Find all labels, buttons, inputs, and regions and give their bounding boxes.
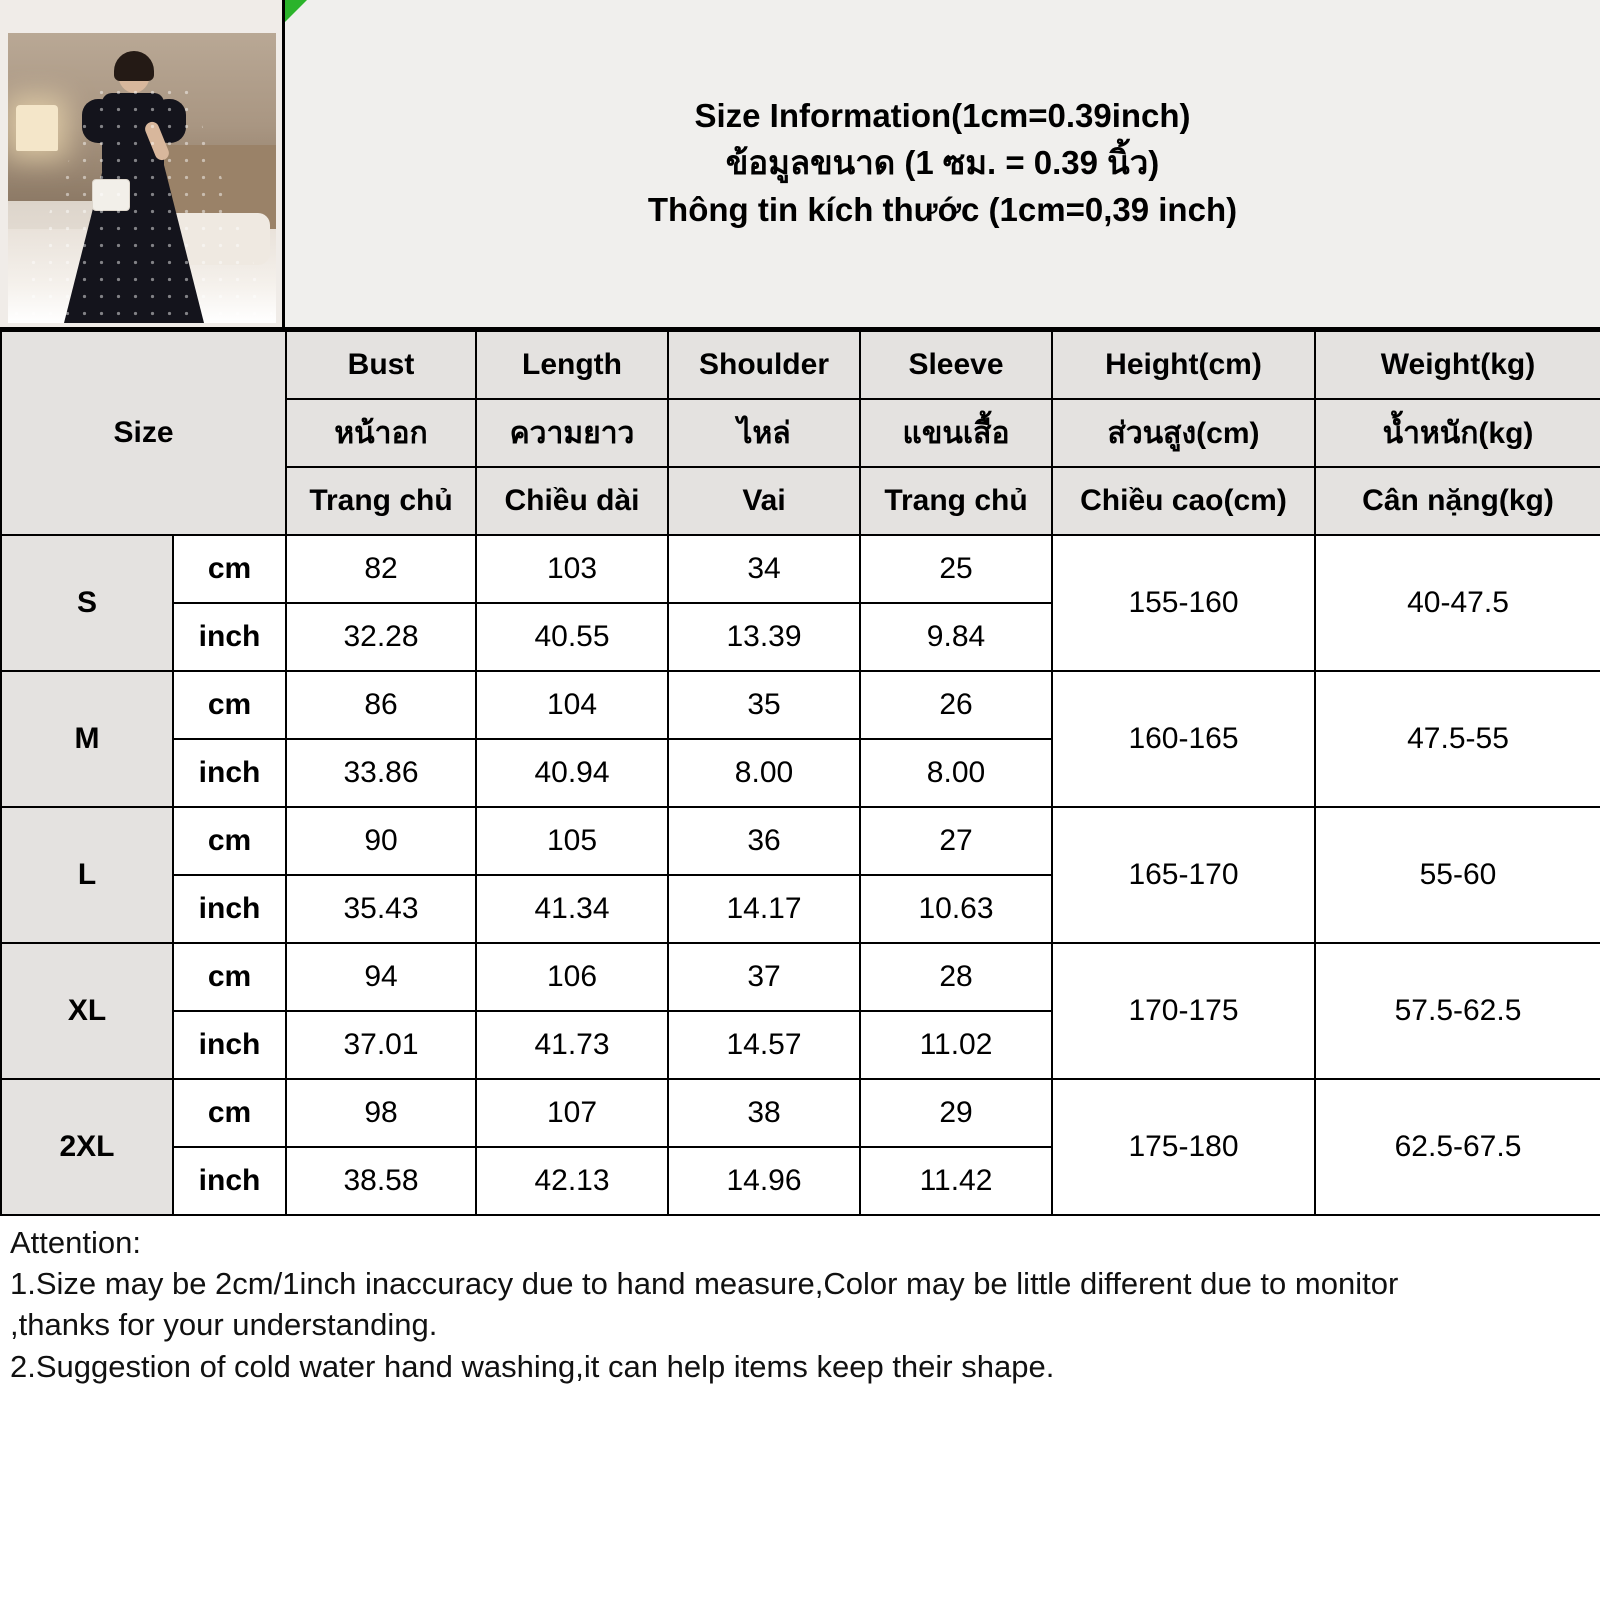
header [0, 0, 1600, 330]
cell-length-cm: 106 [476, 943, 668, 1011]
col-header-bust-en: Bust [286, 331, 476, 399]
cell-bust-cm: 98 [286, 1079, 476, 1147]
cell-sleeve-inch: 8.00 [860, 739, 1052, 807]
col-header-weight-vi: Cân nặng(kg) [1315, 467, 1600, 535]
row-size-2xl: 2XL [1, 1079, 173, 1215]
cell-bust-cm: 94 [286, 943, 476, 1011]
cell-length-inch: 42.13 [476, 1147, 668, 1215]
size-table [0, 330, 1600, 1216]
cell-shoulder-cm: 35 [668, 671, 860, 739]
cell-length-inch: 41.34 [476, 875, 668, 943]
cell-bust-cm: 86 [286, 671, 476, 739]
cell-shoulder-cm: 36 [668, 807, 860, 875]
cell-shoulder-cm: 37 [668, 943, 860, 1011]
cell-shoulder-cm: 34 [668, 535, 860, 603]
cell-weight: 40-47.5 [1315, 535, 1600, 671]
cell-shoulder-cm: 38 [668, 1079, 860, 1147]
cell-shoulder-inch: 13.39 [668, 603, 860, 671]
col-header-length-vi: Chiều dài [476, 467, 668, 535]
attention-heading: Attention: [10, 1225, 141, 1260]
col-header-length-en: Length [476, 331, 668, 399]
row-size-m: M [1, 671, 173, 807]
col-header-shoulder-vi: Vai [668, 467, 860, 535]
col-header-weight-th: น้ำหนัก(kg) [1315, 399, 1600, 467]
attention-line-3: 2.Suggestion of cold water hand washing,it can help items keep their shape. [10, 1348, 1055, 1384]
col-header-shoulder-th: ไหล่ [668, 399, 860, 467]
product-photo-image [8, 33, 276, 323]
cell-length-inch: 41.73 [476, 1011, 668, 1079]
col-header-sleeve-th: แขนเสื้อ [860, 399, 1052, 467]
attention-line-1: 1.Size may be 2cm/1inch inaccuracy due to hand measure,Color may be little different due to monitor [10, 1266, 1399, 1302]
photo-lamp [16, 105, 58, 151]
cell-bust-cm: 90 [286, 807, 476, 875]
cell-sleeve-inch: 11.02 [860, 1011, 1052, 1079]
cell-weight: 55-60 [1315, 807, 1600, 943]
cell-height: 160-165 [1052, 671, 1315, 807]
cell-shoulder-inch: 8.00 [668, 739, 860, 807]
table-row [1, 535, 1600, 603]
table-header-row-en [1, 331, 1600, 399]
table-row [1, 943, 1600, 1011]
col-header-height-th: ส่วนสูง(cm) [1052, 399, 1315, 467]
unit-cm: cm [173, 535, 286, 603]
attention-line-2: ,thanks for your understanding. [10, 1307, 438, 1343]
col-header-weight-en: Weight(kg) [1315, 331, 1600, 399]
cell-bust-cm: 82 [286, 535, 476, 603]
unit-inch: inch [173, 1011, 286, 1079]
col-header-height-en: Height(cm) [1052, 331, 1315, 399]
cell-weight: 47.5-55 [1315, 671, 1600, 807]
cell-bust-inch: 38.58 [286, 1147, 476, 1215]
table-row [1, 671, 1600, 739]
cell-sleeve-cm: 28 [860, 943, 1052, 1011]
attention-block [0, 1216, 1600, 1387]
col-header-bust-vi: Trang chủ [286, 467, 476, 535]
unit-inch: inch [173, 603, 286, 671]
cell-height: 170-175 [1052, 943, 1315, 1079]
cell-length-inch: 40.55 [476, 603, 668, 671]
col-header-height-vi: Chiều cao(cm) [1052, 467, 1315, 535]
row-size-xl: XL [1, 943, 173, 1079]
cell-length-inch: 40.94 [476, 739, 668, 807]
cell-shoulder-inch: 14.57 [668, 1011, 860, 1079]
cell-sleeve-cm: 29 [860, 1079, 1052, 1147]
cell-height: 155-160 [1052, 535, 1315, 671]
unit-cm: cm [173, 671, 286, 739]
col-header-shoulder-en: Shoulder [668, 331, 860, 399]
cell-weight: 57.5-62.5 [1315, 943, 1600, 1079]
cell-sleeve-cm: 27 [860, 807, 1052, 875]
cell-sleeve-inch: 9.84 [860, 603, 1052, 671]
title-vi: Thông tin kích thước (1cm=0,39 inch) [647, 190, 1238, 228]
model-hair [114, 51, 154, 81]
cell-length-cm: 107 [476, 1079, 668, 1147]
cell-length-cm: 103 [476, 535, 668, 603]
col-header-bust-th: หน้าอก [286, 399, 476, 467]
unit-cm: cm [173, 1079, 286, 1147]
title-block [285, 0, 1600, 327]
cell-sleeve-cm: 25 [860, 535, 1052, 603]
unit-cm: cm [173, 943, 286, 1011]
cell-height: 175-180 [1052, 1079, 1315, 1215]
cell-sleeve-inch: 11.42 [860, 1147, 1052, 1215]
table-row [1, 807, 1600, 875]
cell-shoulder-inch: 14.17 [668, 875, 860, 943]
cell-weight: 62.5-67.5 [1315, 1079, 1600, 1215]
col-header-sleeve-vi: Trang chủ [860, 467, 1052, 535]
unit-inch: inch [173, 875, 286, 943]
cell-length-cm: 105 [476, 807, 668, 875]
cell-sleeve-cm: 26 [860, 671, 1052, 739]
table-row [1, 1079, 1600, 1147]
cell-height: 165-170 [1052, 807, 1315, 943]
col-header-sleeve-en: Sleeve [860, 331, 1052, 399]
unit-inch: inch [173, 739, 286, 807]
cell-bust-inch: 35.43 [286, 875, 476, 943]
title-en: Size Information(1cm=0.39inch) [694, 97, 1191, 135]
row-size-s: S [1, 535, 173, 671]
col-header-length-th: ความยาว [476, 399, 668, 467]
cell-sleeve-inch: 10.63 [860, 875, 1052, 943]
unit-inch: inch [173, 1147, 286, 1215]
title-th: ข้อมูลขนาด (1 ซม. = 0.39 นิ้ว) [725, 144, 1160, 182]
product-photo [0, 0, 285, 327]
cell-length-cm: 104 [476, 671, 668, 739]
size-header-cell: Size [1, 331, 286, 535]
cell-bust-inch: 32.28 [286, 603, 476, 671]
green-corner-flag-icon [285, 0, 307, 22]
cell-bust-inch: 33.86 [286, 739, 476, 807]
cell-shoulder-inch: 14.96 [668, 1147, 860, 1215]
cell-bust-inch: 37.01 [286, 1011, 476, 1079]
row-size-l: L [1, 807, 173, 943]
unit-cm: cm [173, 807, 286, 875]
